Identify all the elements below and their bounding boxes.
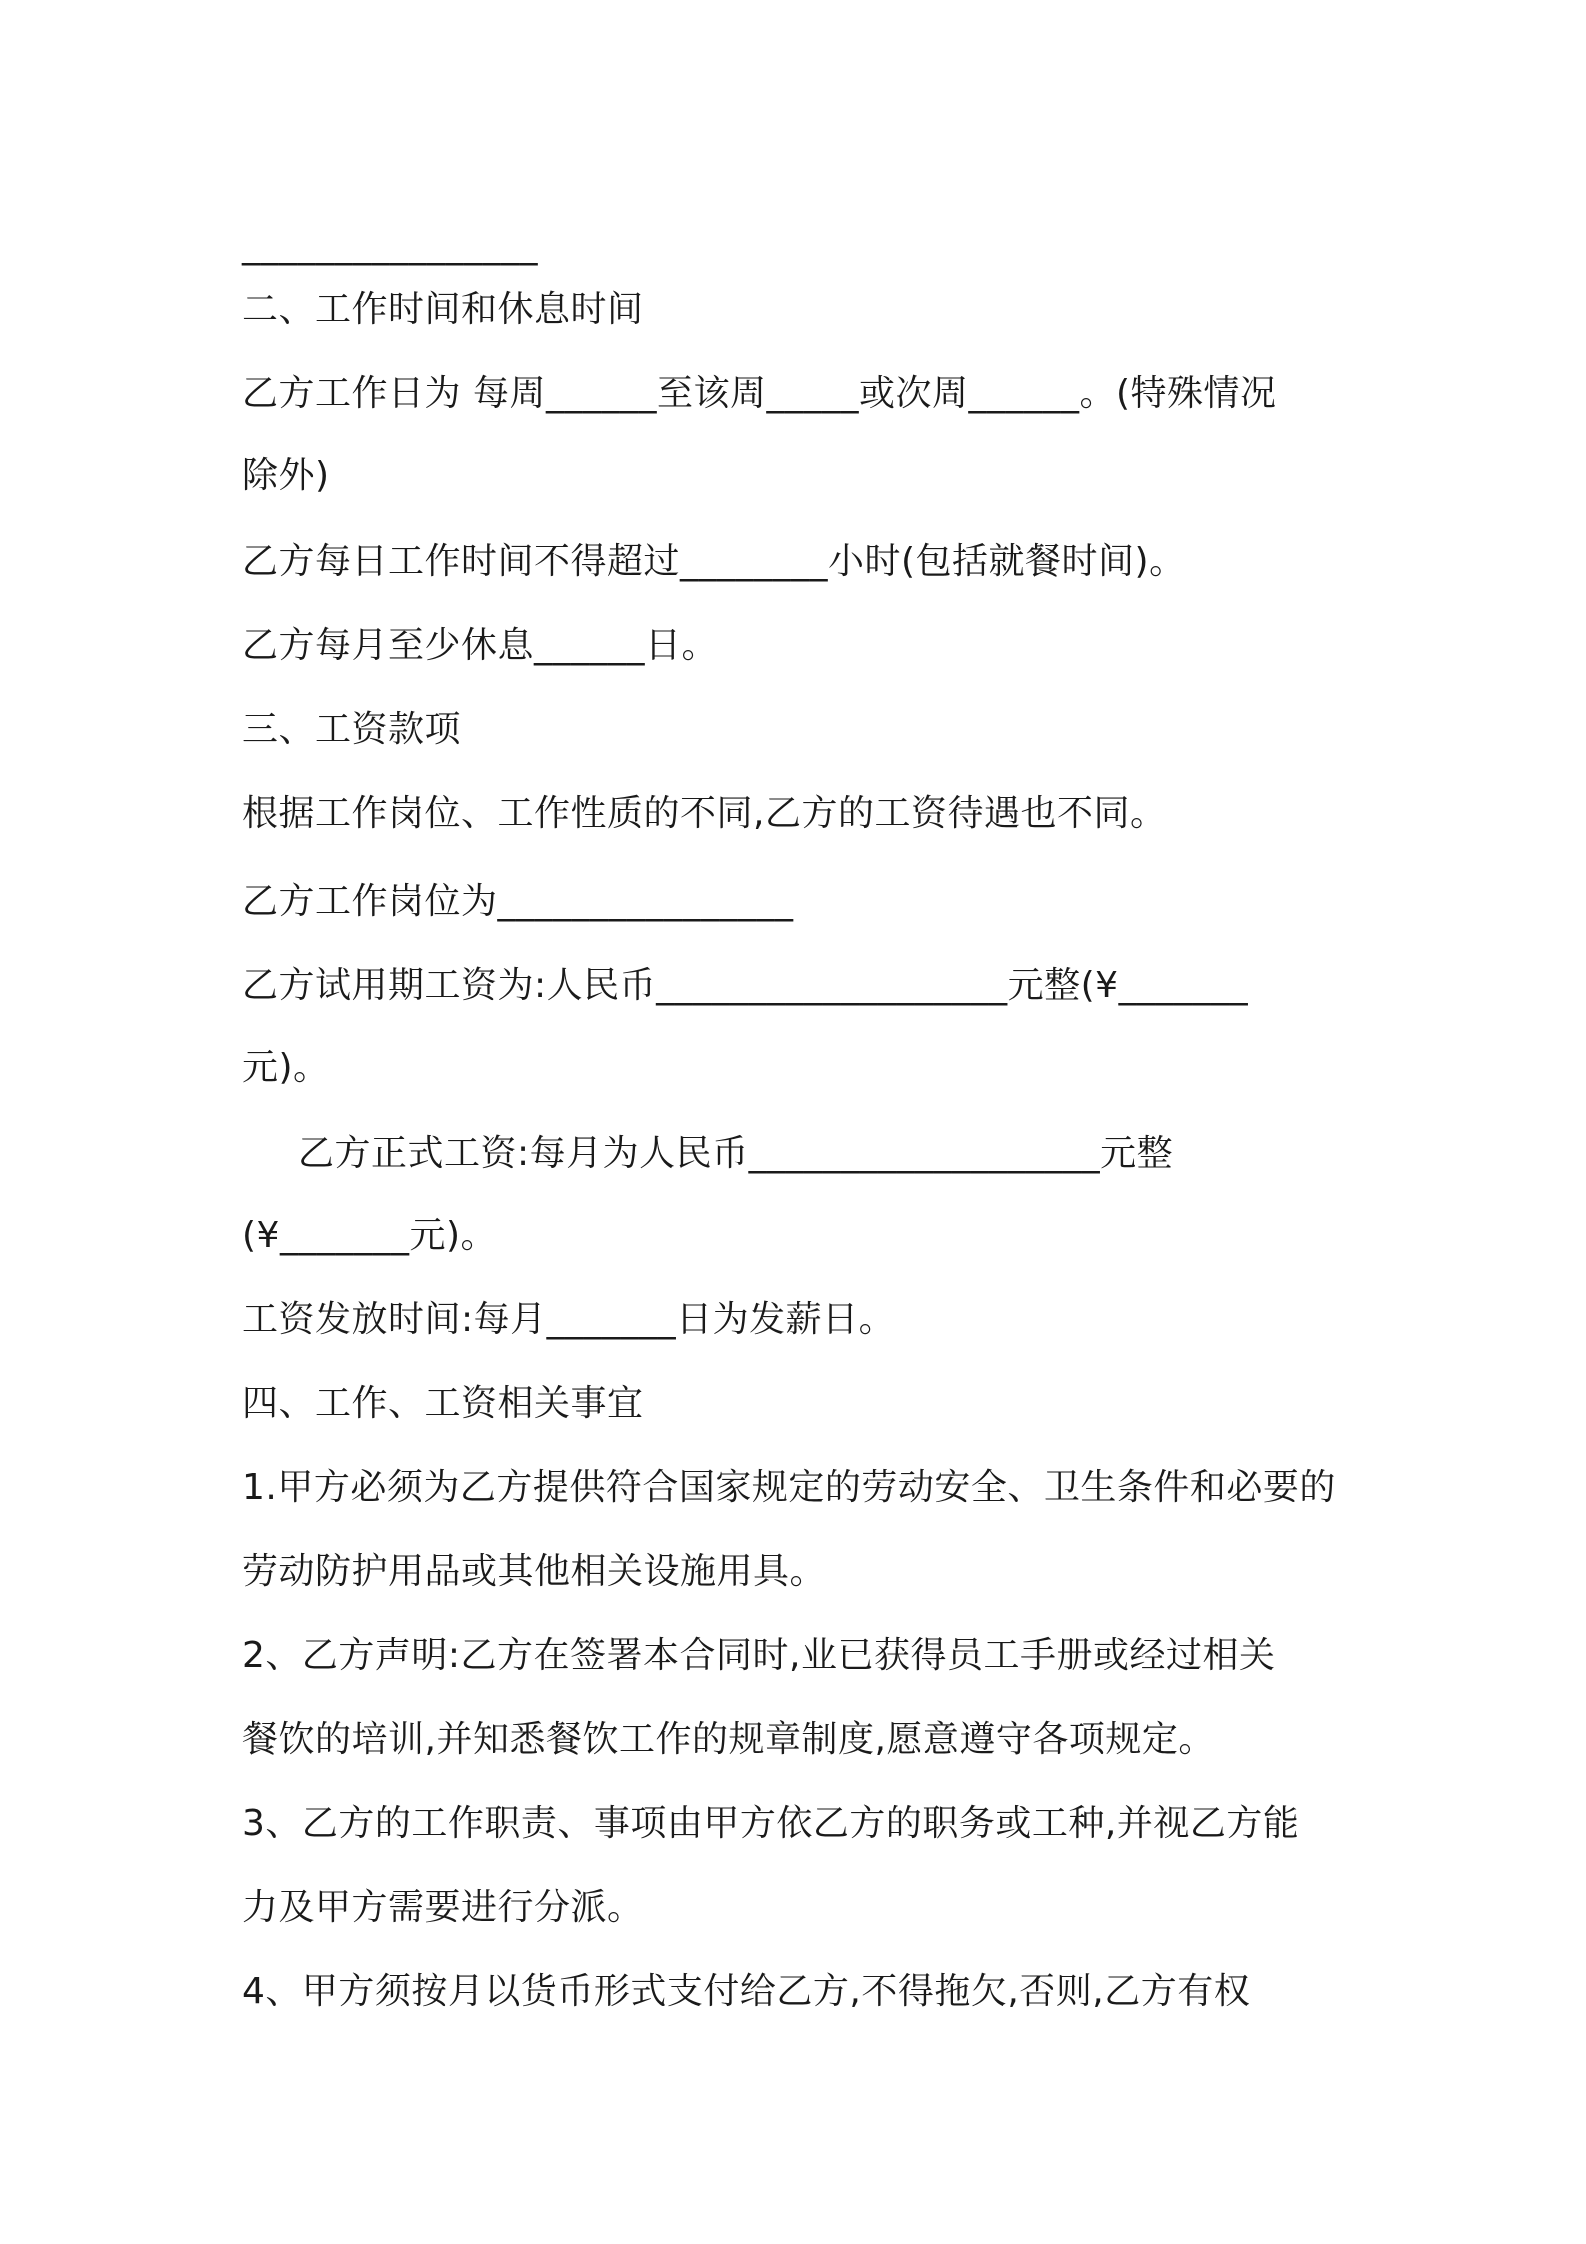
item-4: 4、甲方须按月以货币形式支付给乙方,不得拖欠,否则,乙方有权 xyxy=(242,1971,1251,2012)
payday-clause: 工资发放时间:每月_______日为发薪日。 xyxy=(242,1299,896,1340)
formal-wage-clause-continued: (¥_______元)。 xyxy=(242,1215,497,1256)
formal-wage-clause: 乙方正式工资:每月为人民币___________________元整 xyxy=(298,1133,1174,1174)
item-3: 3、乙方的工作职责、事项由甲方依乙方的职务或工种,并视乙方能 xyxy=(242,1803,1300,1844)
job-position-clause: 乙方工作岗位为________________ xyxy=(242,881,794,922)
workday-clause: 乙方工作日为 每周______至该周_____或次周______。(特殊情况 xyxy=(242,373,1277,414)
probation-wage-clause-continued: 元)。 xyxy=(242,1047,330,1088)
monthly-rest-clause: 乙方每月至少休息______日。 xyxy=(242,625,719,666)
wage-intro-paragraph: 根据工作岗位、工作性质的不同,乙方的工资待遇也不同。 xyxy=(242,793,1167,834)
blank-underline: ________________ xyxy=(242,225,538,266)
item-1: 1.甲方必须为乙方提供符合国家规定的劳动安全、卫生条件和必要的 xyxy=(242,1467,1336,1508)
item-1-continued: 劳动防护用品或其他相关设施用具。 xyxy=(242,1551,827,1592)
item-3-continued: 力及甲方需要进行分派。 xyxy=(242,1887,644,1928)
section-heading-related-matters: 四、工作、工资相关事宜 xyxy=(242,1383,644,1424)
probation-wage-clause: 乙方试用期工资为:人民币___________________元整(¥_______ xyxy=(242,965,1249,1006)
workday-clause-continued: 除外) xyxy=(242,455,330,496)
item-2-continued: 餐饮的培训,并知悉餐饮工作的规章制度,愿意遵守各项规定。 xyxy=(242,1719,1215,1760)
item-2: 2、乙方声明:乙方在签署本合同时,业已获得员工手册或经过相关 xyxy=(242,1635,1276,1676)
daily-hours-clause: 乙方每日工作时间不得超过________小时(包括就餐时间)。 xyxy=(242,541,1186,582)
section-heading-work-hours: 二、工作时间和休息时间 xyxy=(242,289,644,330)
section-heading-wages: 三、工资款项 xyxy=(242,709,462,750)
